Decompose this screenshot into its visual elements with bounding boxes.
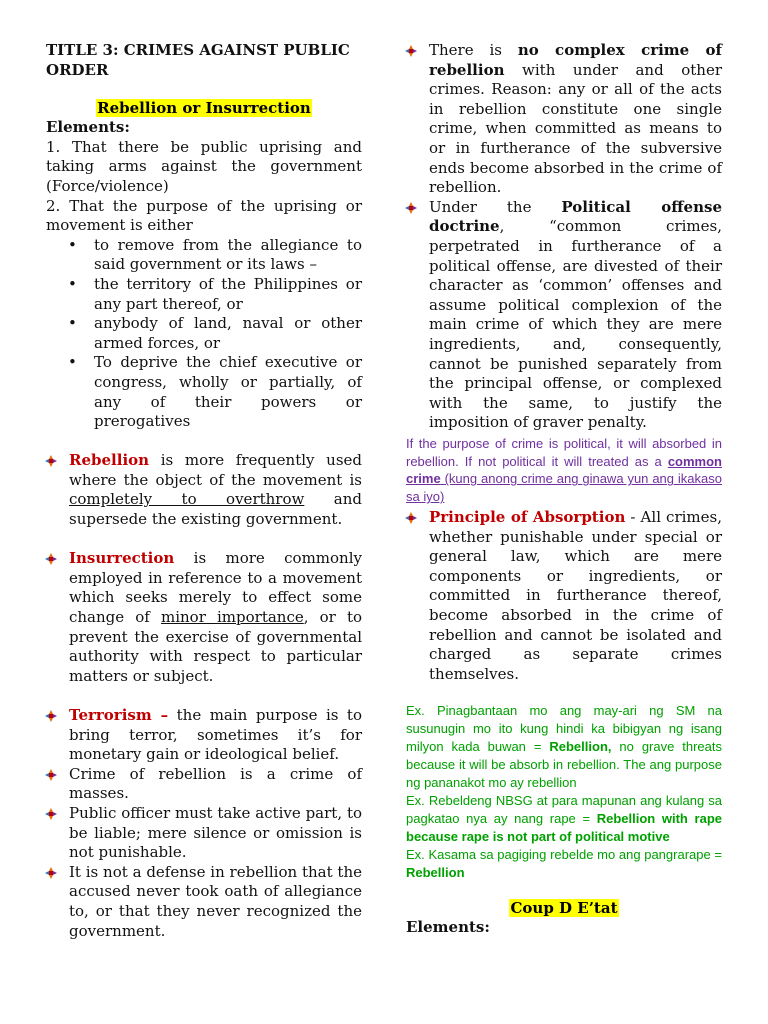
note-text: - All crimes, whether punishable under special or general law, which are mere components or ingredients, or committed in furtherance thereof, become absorbed in the crime of rebellion and cannot be isolated and charged as separate crimes themselves. [429,508,722,683]
note-text: It is not a defense in rebellion that the accused never took oath of allegiance to, or that they never recognized the government. [69,862,362,940]
example-1 [406,702,722,792]
example-bold: Rebellion, [549,739,612,755]
term-insurrection: Insurrection [69,549,175,568]
arrow-bullet-icon [405,512,417,524]
arrow-bullet-icon [45,867,57,879]
example-text: Ex. Pinagbantaan mo ang may-ari ng SM na susunugin mo ito kung hindi ka bibigyan ng isang milyon kada buwan = [406,703,722,755]
definition-text: is more frequently used where the object of the movement is [69,451,362,489]
note-item [46,863,362,941]
list-item: • the territory of the Philippines or any part thereof, or [94,275,362,314]
highlighted-heading: Rebellion or Insurrection [97,99,311,118]
section-heading-coup [406,899,722,918]
note-text: There is [429,41,518,59]
example-text: Ex. Kasama sa pagiging rebelde mo ang pangrarape = [406,846,722,862]
insurrection-definition [46,549,362,686]
elements-label: Elements: [46,118,130,137]
bold-text: Political offense doctrine [429,197,722,236]
page-title: TITLE 3: CRIMES AGAINST PUBLIC ORDER [46,41,350,79]
arrow-bullet-icon [45,455,57,467]
definition-text: , or to prevent the exercise of governmental authority with respect to particular matters or subject. [69,608,363,685]
rebellion-definition [46,451,362,529]
purple-note [406,435,722,506]
arrow-bullet-icon [405,202,417,214]
political-offense-note [406,198,722,433]
example-text: no grave threats because it will be absorb in rebellion. The ang purpose ng pananakot mo ay rebellion [406,739,723,791]
underlined-text: minor importance [160,608,304,627]
arrow-bullet-icon [45,553,57,565]
example-bold: Rebellion with rape because rape is not part of political motive [406,810,722,844]
right-column [406,41,722,938]
example-2 [406,792,722,846]
complex-crime-note [406,41,722,198]
definition-text: is more commonly employed in reference to a movement which seeks merely to effect some change of [69,549,362,627]
section-heading-rebellion [46,99,362,118]
definition-text: the main purpose is to bring terror, sometimes it’s for monetary gain or ideological belief. [69,706,362,764]
example-bold: Rebellion [406,864,465,880]
term-rebellion: Rebellion [69,451,150,470]
purpose-list [46,236,362,432]
arrow-bullet-icon [405,45,417,57]
link-text: (kung anong crime ang ginawa yun ang ikakaso sa iyo) [406,471,722,505]
highlighted-heading: Coup D E’tat [510,899,618,918]
note-text: , “common crimes, perpetrated in furtherance of a political offense, are divested of their character as ‘common’ offenses and assume political complexion of the main crime of which they are mere ingredients, and, consequently, cannot be punished separately from the principal offense, or complexed with the same, to justify the imposition of graver penalty. [429,217,722,432]
left-column [46,41,362,941]
definition-text: and supersede the existing government. [69,490,362,529]
element-2: 2. That the purpose of the uprising or movement is either [46,196,362,235]
note-text: Public officer must take active part, to be liable; mere silence or omission is not punishable. [69,803,362,862]
note-item [46,804,362,863]
arrow-bullet-icon [45,808,57,820]
note-text: Under the [429,197,562,216]
note-text: If the purpose of crime is political, it will absorbed in rebellion. If not political it will treated as a [406,435,722,469]
list-item: • anybody of land, naval or other armed forces, or [94,314,362,353]
arrow-bullet-icon [45,710,57,722]
example-text: Ex. Rebeldeng NBSG at para mapunan ang kulang sa pagkatao nya ay nang rape = [406,792,722,826]
terrorism-definition [46,706,362,765]
term-absorption: Principle of Absorption [429,508,626,527]
link-bold-text: common crime [406,453,722,487]
note-text: with under and other crimes. Reason: any or all of the acts in rebellion constitute one single crime, when committed as means to or in furtherance of the subversive ends become absorbed in the crime of rebellion. [429,60,722,197]
arrow-bullet-icon [45,769,57,781]
note-item [46,765,362,804]
list-item: • to remove from the allegiance to said government or its laws – [94,236,362,275]
absorption-note [406,508,722,684]
bold-text: no complex crime of rebellion [429,41,722,79]
list-item: • To deprive the chief executive or congress, wholly or partially, of any of their powers or prerogatives [94,353,362,431]
example-3 [406,846,722,882]
element-1: 1. That there be public uprising and taking arms against the government (Force/violence) [46,137,362,195]
examples-block [406,702,722,881]
coup-elements-label: Elements: [406,918,490,937]
underlined-text: completely to overthrow [69,490,305,509]
term-terrorism: Terrorism – [69,706,169,724]
note-text: Crime of rebellion is a crime of masses. [69,764,362,803]
